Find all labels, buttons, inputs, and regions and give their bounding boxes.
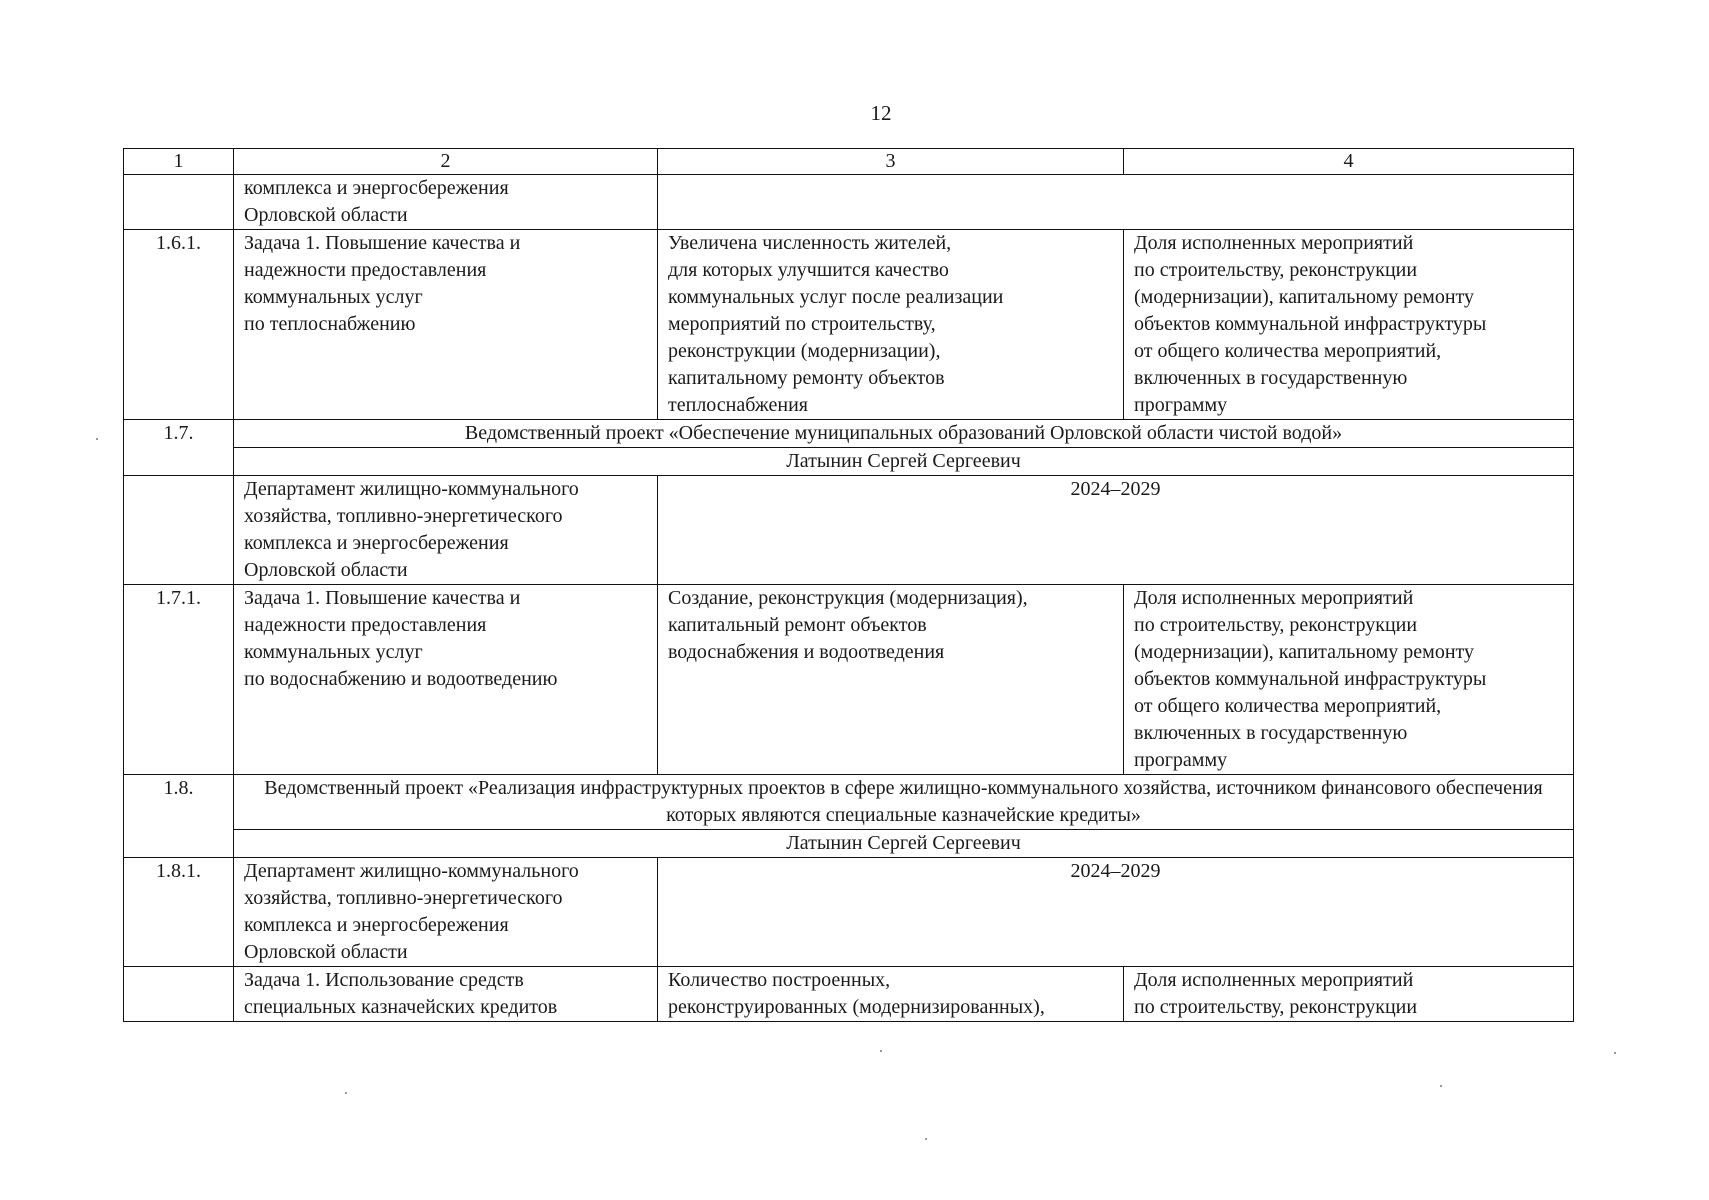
page-number: 12 xyxy=(870,101,892,125)
header-cell-2: 2 xyxy=(234,149,658,175)
project-title: Ведомственный проект «Реализация инфраструктурных проектов в сфере жилищно-коммунального хозяйства, источником финансового обеспечения которых являются специальные казначейские кредиты» xyxy=(234,775,1574,830)
row-number: 1.7.1. xyxy=(124,585,234,775)
merged-empty-cell xyxy=(658,175,1574,230)
document-table xyxy=(123,148,1574,1022)
project-responsible-row xyxy=(124,448,1574,476)
row-number xyxy=(124,967,234,1022)
scan-speck xyxy=(1440,1085,1442,1087)
expected-result-cell: Увеличена численность жителей, для которых улучшится качество коммунальных услуг после реализации мероприятий по строительству, реконструкции (модернизации), капитальному ремонту объектов теплоснабжения xyxy=(658,230,1124,420)
table-row xyxy=(124,858,1574,967)
department-cell: Департамент жилищно-коммунального хозяйства, топливно-энергетического комплекса и энергосбережения Орловской области xyxy=(234,858,658,967)
task-cell: Задача 1. Использование средств специальных казначейских кредитов xyxy=(234,967,658,1022)
project-title-row xyxy=(124,775,1574,830)
project-responsible: Латынин Сергей Сергеевич xyxy=(234,448,1574,476)
indicator-cell: Доля исполненных мероприятий по строительству, реконструкции (модернизации), капитальному ремонту объектов коммунальной инфраструктуры от общего количества мероприятий, включенных в государственную программу xyxy=(1124,585,1574,775)
header-cell-1: 1 xyxy=(124,149,234,175)
row-number: 1.7. xyxy=(124,420,234,476)
scan-speck xyxy=(1614,1052,1616,1054)
period-cell: 2024–2029 xyxy=(658,858,1574,967)
scan-speck xyxy=(925,1138,927,1140)
project-responsible: Латынин Сергей Сергеевич xyxy=(234,830,1574,858)
table-row xyxy=(124,175,1574,230)
row-number xyxy=(124,175,234,230)
row-number: 1.8.1. xyxy=(124,858,234,967)
indicator-cell: Доля исполненных мероприятий по строительству, реконструкции (модернизации), капитальному ремонту объектов коммунальной инфраструктуры от общего количества мероприятий, включенных в государственную программу xyxy=(1124,230,1574,420)
scan-speck xyxy=(96,438,98,440)
project-responsible-row xyxy=(124,830,1574,858)
table-row xyxy=(124,230,1574,420)
task-cell: Задача 1. Повышение качества и надежности предоставления коммунальных услуг по теплоснабжению xyxy=(234,230,658,420)
table-header-row xyxy=(124,149,1574,175)
responsible-org-cell: комплекса и энергосбережения Орловской области xyxy=(234,175,658,230)
project-title-row xyxy=(124,420,1574,448)
table-row xyxy=(124,967,1574,1022)
row-number xyxy=(124,476,234,585)
header-cell-4: 4 xyxy=(1124,149,1574,175)
header-cell-3: 3 xyxy=(658,149,1124,175)
scan-speck xyxy=(345,1092,347,1094)
expected-result-cell: Создание, реконструкция (модернизация), капитальный ремонт объектов водоснабжения и водоотведения xyxy=(658,585,1124,775)
row-number: 1.8. xyxy=(124,775,234,858)
indicator-cell: Доля исполненных мероприятий по строительству, реконструкции xyxy=(1124,967,1574,1022)
scan-speck xyxy=(880,1050,882,1052)
table-row xyxy=(124,476,1574,585)
row-number: 1.6.1. xyxy=(124,230,234,420)
project-title: Ведомственный проект «Обеспечение муниципальных образований Орловской области чистой водой» xyxy=(234,420,1574,448)
task-cell: Задача 1. Повышение качества и надежности предоставления коммунальных услуг по водоснабжению и водоотведению xyxy=(234,585,658,775)
table-row xyxy=(124,585,1574,775)
department-cell: Департамент жилищно-коммунального хозяйства, топливно-энергетического комплекса и энергосбережения Орловской области xyxy=(234,476,658,585)
period-cell: 2024–2029 xyxy=(658,476,1574,585)
expected-result-cell: Количество построенных, реконструированных (модернизированных), xyxy=(658,967,1124,1022)
